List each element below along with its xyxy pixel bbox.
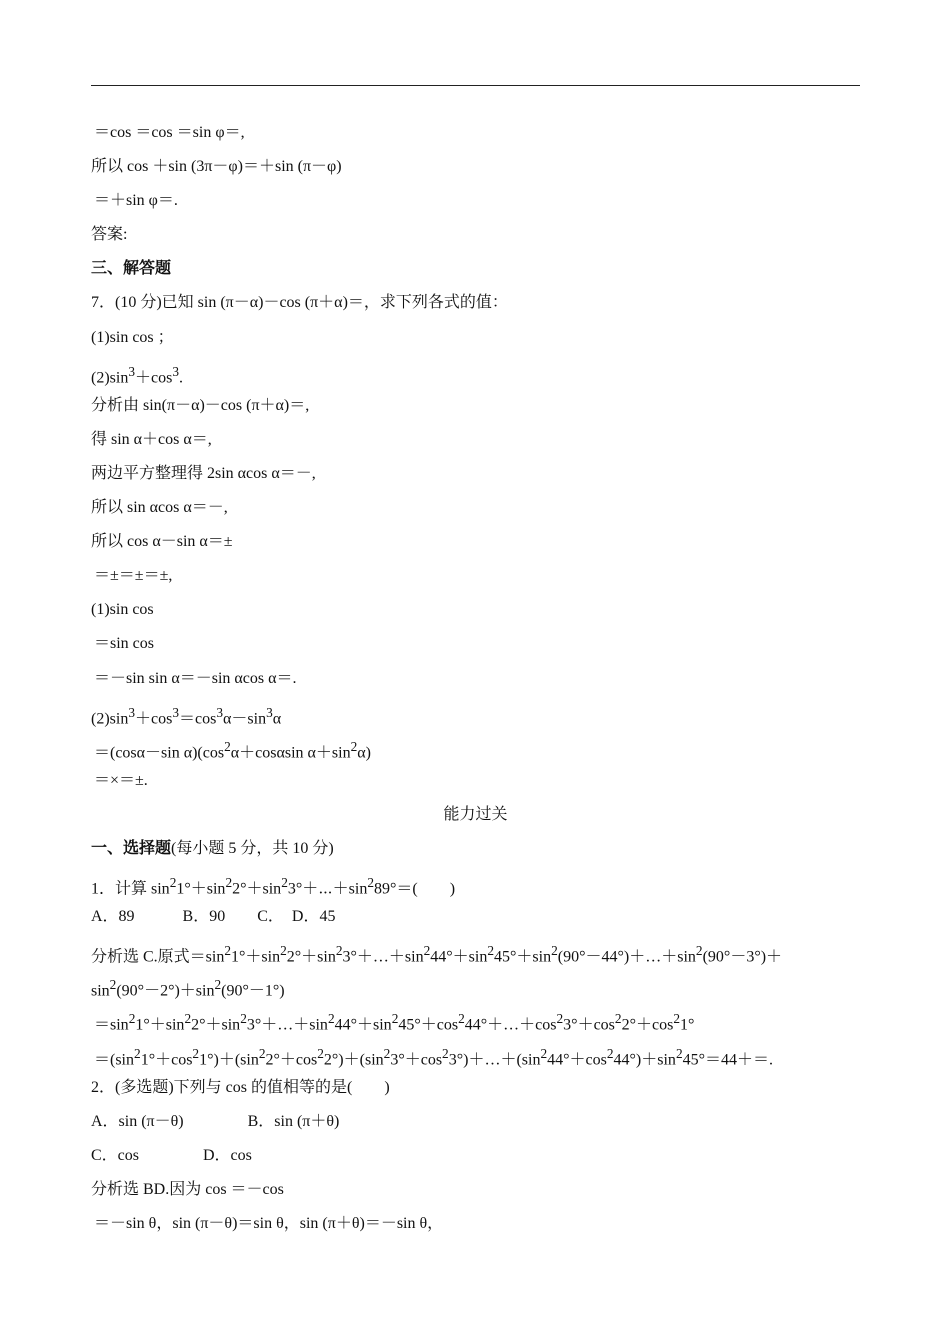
analysis-1-line-2: $\sin^2(90^\circ-2^\circ)+\sin^2(90^\circ-1^\circ)$ [91,977,285,1000]
section-heading-solve: 三、解答题 [91,260,172,278]
analysis-7-line-4: 所以 sin αcos α＝－, [91,499,228,517]
question-2-options-cd: C．cos D．cos [91,1146,252,1164]
eq-line-1: ＝cos ＝cos ＝sin φ＝, [94,124,245,141]
problem-7-part-1: (1)sin cos ； [91,328,174,346]
question-1-options: A．89 B．90 C． D．45 [91,908,336,926]
question-2-statement: 2．(多选题)下列与 cos 的值相等的是( ) [91,1078,390,1096]
analysis-7-line-3: 两边平方整理得 2sin αcos α＝－, [91,464,316,482]
analysis-7-part-1-line-1: (1)sin cos [91,601,154,619]
question-2-options-ab: A．sin (π－θ) B．sin (π＋θ) [91,1112,340,1130]
question-1-statement: 1．计算 $\sin^21^\circ+\sin^22^\circ+\sin^23^\circ+\cdots+\sin^289^\circ=$( ) [91,875,456,898]
analysis-1-line-4: $=(\sin^21^\circ+\cos^21^\circ)+(\sin^22^\circ+\cos^22^\circ)+(\sin^23^\circ+\cos^23^\circ)+\dots+(\sin^244^\circ+\cos^244^\circ)+\sin^245^\circ=44+=$. [94,1045,774,1068]
analysis-7-part-2-line-3: ＝×＝±. [94,771,148,789]
problem-7-statement: 7．(10 分)已知 sin (π－α)－cos (π＋α)＝，求下列各式的值： [91,294,508,312]
analysis-7-line-2: 得 sin α＋cos α＝, [91,430,212,448]
eq-line-3: ＝＋sin φ＝. [94,192,178,210]
problem-7-part-2: $(2)\sin^3+\cos^3$. [91,363,184,386]
section-heading-choice: 一、选择题(每小题 5 分，共 10 分) [91,839,334,857]
analysis-7-line-1: 分析由 sin(π－α)－cos (π＋α)＝, [91,396,310,414]
analysis-1-line-1: 分析选 C.原式$=\sin^21^\circ+\sin^22^\circ+\sin^23^\circ+\dots+\sin^244^\circ+\sin^245^\circ+\sin^2(90^\circ-44^\circ)+\dots+\sin^2(90^\circ-3^\circ)+$ [91,943,783,966]
document-body [91,116,860,1241]
section-title-ability: 能力过关 [443,805,508,823]
analysis-7-part-1-line-3: ＝－sin sin α＝－sin αcos α＝. [94,669,297,687]
analysis-2-line-2: ＝－sin θ，sin (π－θ)＝sin θ，sin (π＋θ)＝－sin θ， [94,1215,444,1232]
analysis-7-part-2-line-2: ＝(cosα－sin $\alpha)(\cos^2\alpha+\cos\alpha\sin$ $\alpha+\sin^2\alpha$) [94,738,371,762]
header-rule [91,85,860,86]
analysis-2-line-1: 分析选 BD.因为 cos ＝－cos [91,1180,284,1198]
analysis-7-part-1-line-2: ＝sin cos [94,635,155,653]
analysis-7-line-6: ＝±＝±＝±, [94,567,173,585]
eq-line-2: 所以 cos ＋sin (3π－φ)＝＋sin (π－φ) [91,158,342,176]
analysis-1-line-3: $=\sin^21^\circ+\sin^22^\circ+\sin^23^\circ+\dots+\sin^244^\circ+\sin^245^\circ+\cos^244^\circ+\dots+\cos^23^\circ+\cos^22^\circ+\cos^21^\circ$ [94,1011,695,1034]
analysis-7-part-2-line-1: $(2)\sin^3+\cos^3=\cos^3\alpha-\sin^3\alpha$ [91,704,282,727]
answer-label: 答案: [91,226,128,244]
analysis-7-line-5: 所以 cos α－sin α＝± [91,533,233,551]
